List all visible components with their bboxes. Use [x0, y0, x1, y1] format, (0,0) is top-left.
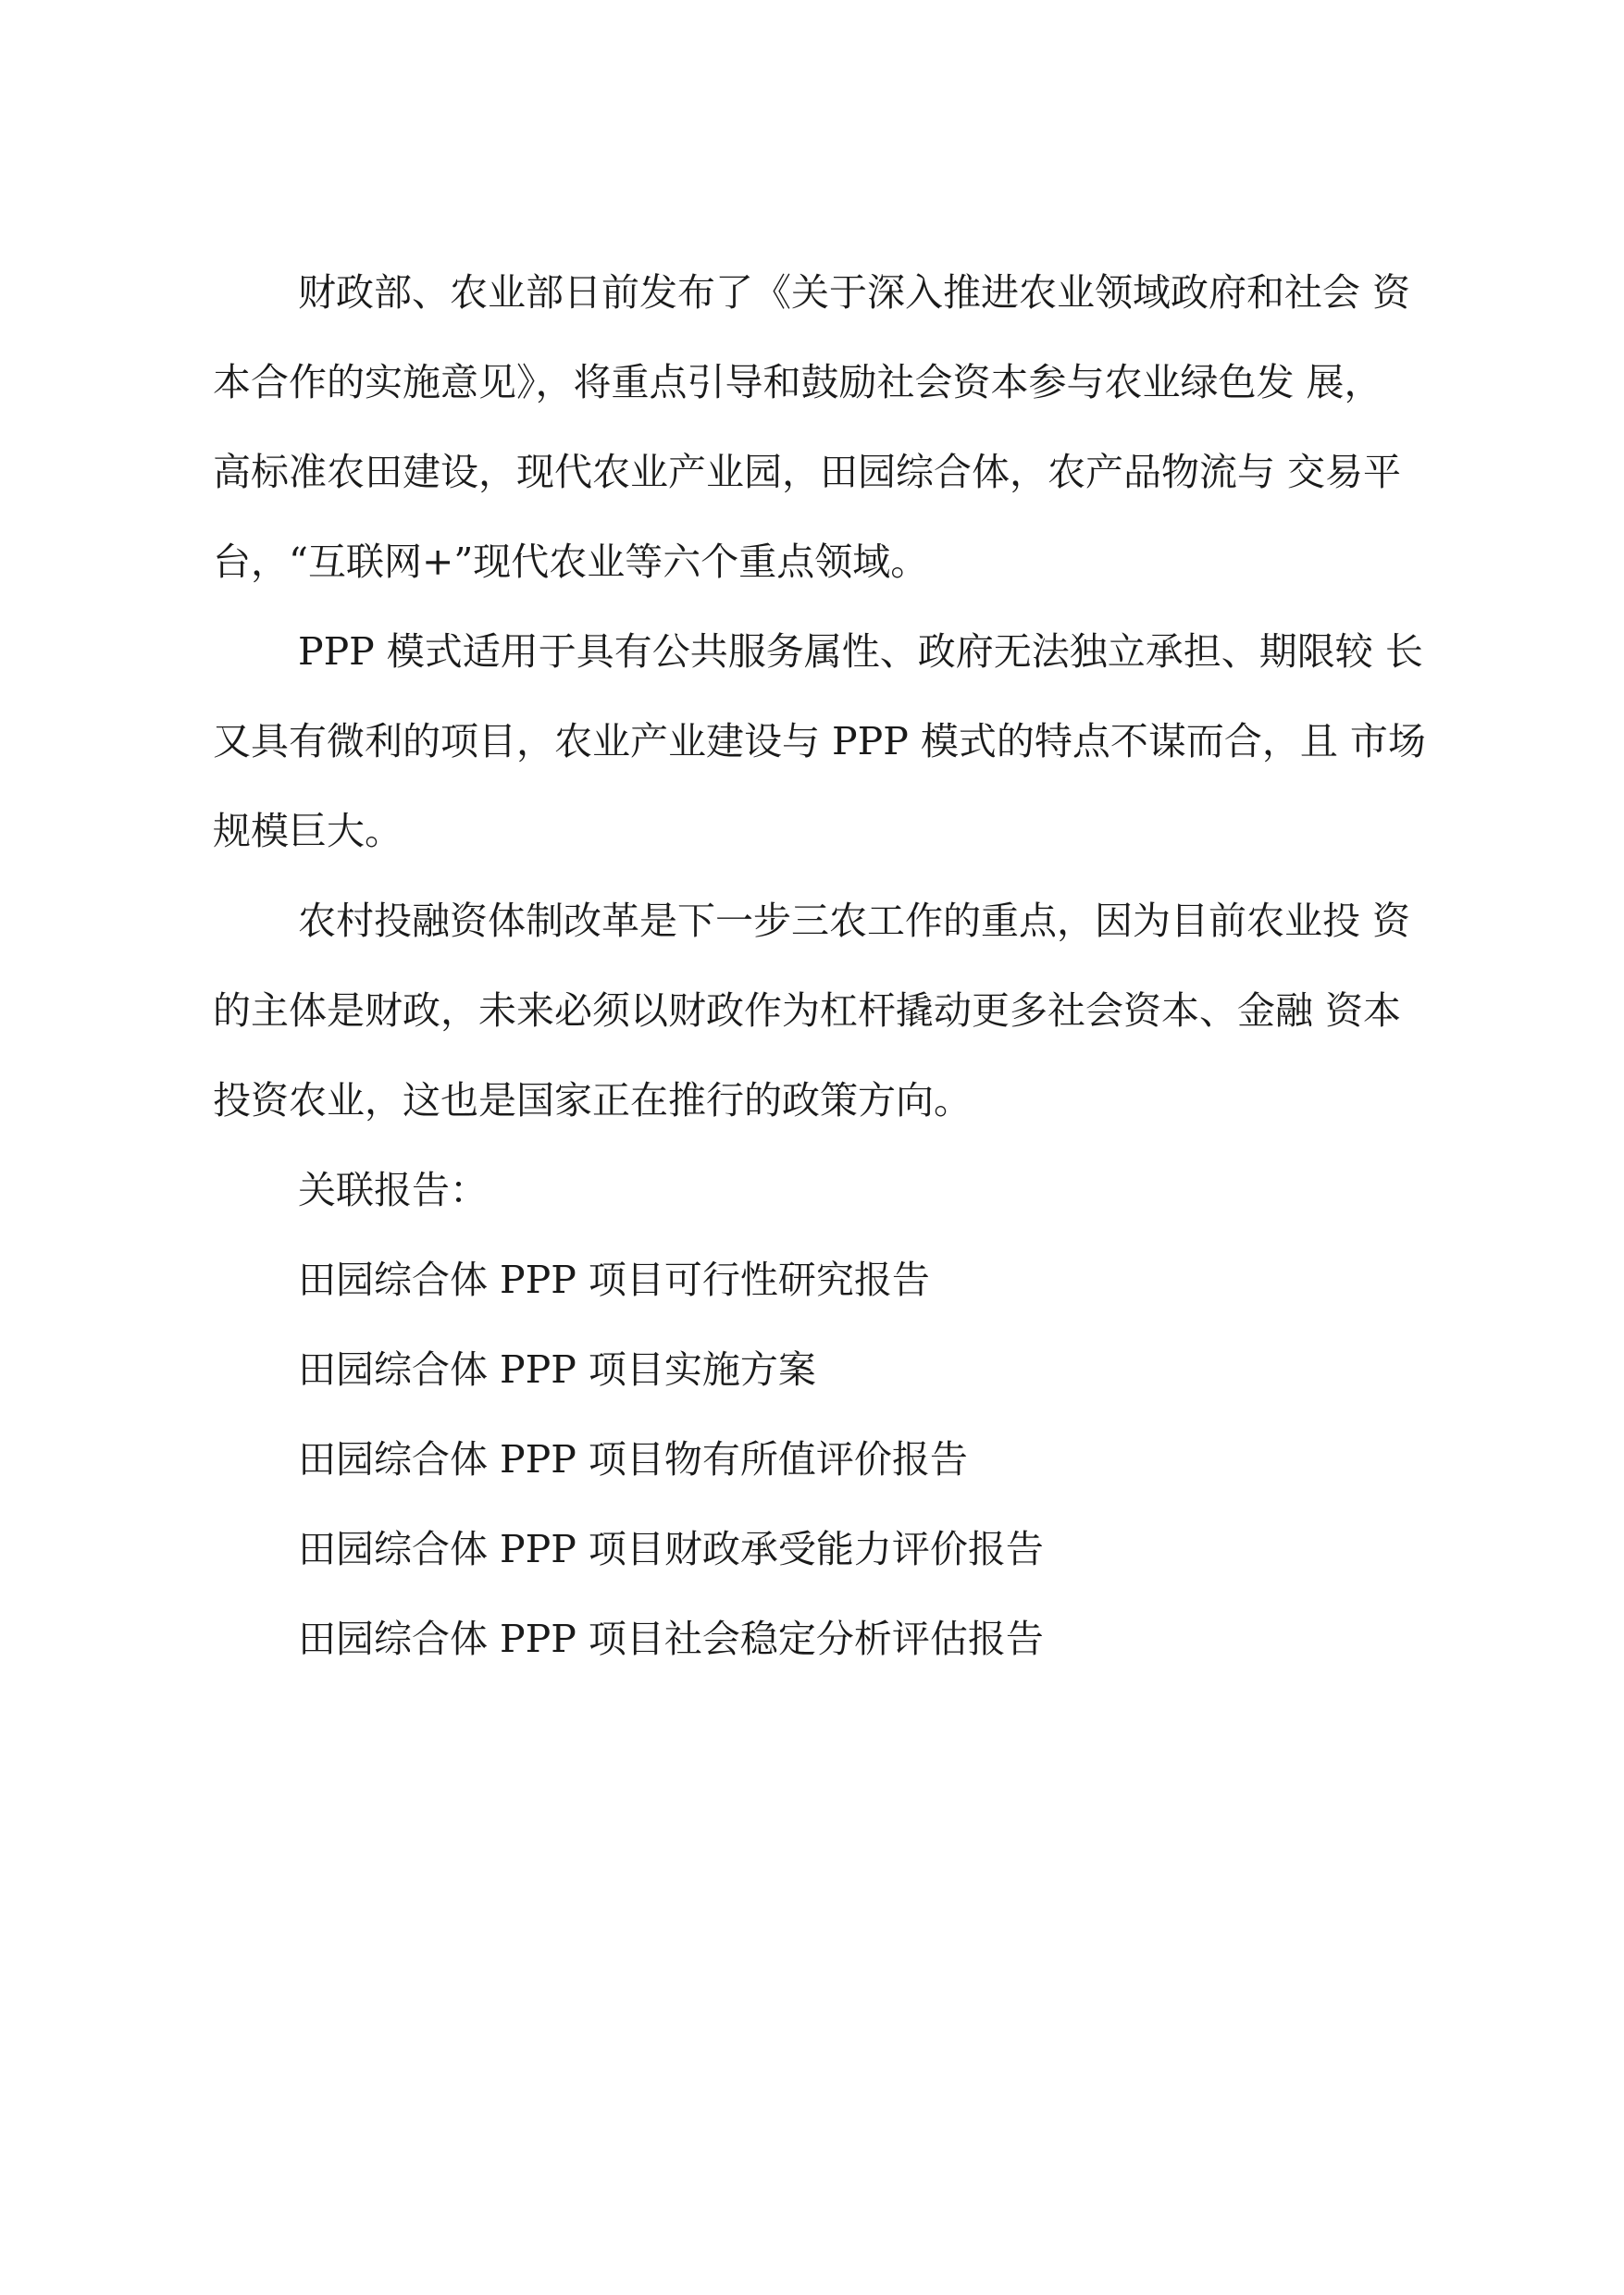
paragraph-rural-finance: [213, 876, 1425, 1146]
related-report-item: 田园综合体 PPP 项目可行性研究报告: [298, 1258, 930, 1302]
paragraph-line: 规模巨大。: [213, 809, 403, 853]
related-report-item: 田园综合体 PPP 项目物有所值评价报告: [298, 1437, 968, 1482]
related-report-item: 田园综合体 PPP 项目社会稳定分析评估报告: [298, 1617, 1044, 1661]
paragraph-line: PPP 模式适用于具有公共服务属性、政府无法独立承担、期限较 长: [298, 629, 1423, 674]
related-report-item: 田园综合体 PPP 项目实施方案: [298, 1347, 816, 1392]
paragraph-line: 农村投融资体制改革是下一步三农工作的重点，因为目前农业投 资: [298, 899, 1411, 943]
paragraph-line: 又具有微利的项目，农业产业建设与 PPP 模式的特点不谋而合，且 市场: [213, 719, 1426, 763]
paragraph-line: 的主体是财政，未来必须以财政作为杠杆撬动更多社会资本、金融 资本: [213, 988, 1402, 1033]
paragraph-ppp-model: [213, 607, 1425, 876]
paragraph-line: 财政部、农业部日前发布了《关于深入推进农业领域政府和社会 资: [298, 270, 1411, 315]
paragraph-line: 投资农业，这也是国家正在推行的政策方向。: [213, 1078, 972, 1123]
related-report-item: 田园综合体 PPP 项目财政承受能力评价报告: [298, 1527, 1044, 1571]
related-reports-heading: 关联报告：: [298, 1168, 488, 1212]
paragraph-line: 高标准农田建设，现代农业产业园，田园综合体，农产品物流与 交易平: [213, 450, 1402, 494]
paragraph-line: 本合作的实施意见》，将重点引导和鼓励社会资本参与农业绿色发 展，: [213, 360, 1382, 404]
paragraph-line: 台，“互联网+”现代农业等六个重点领域。: [213, 540, 929, 584]
paragraph-ppp-policy: [213, 248, 1425, 607]
